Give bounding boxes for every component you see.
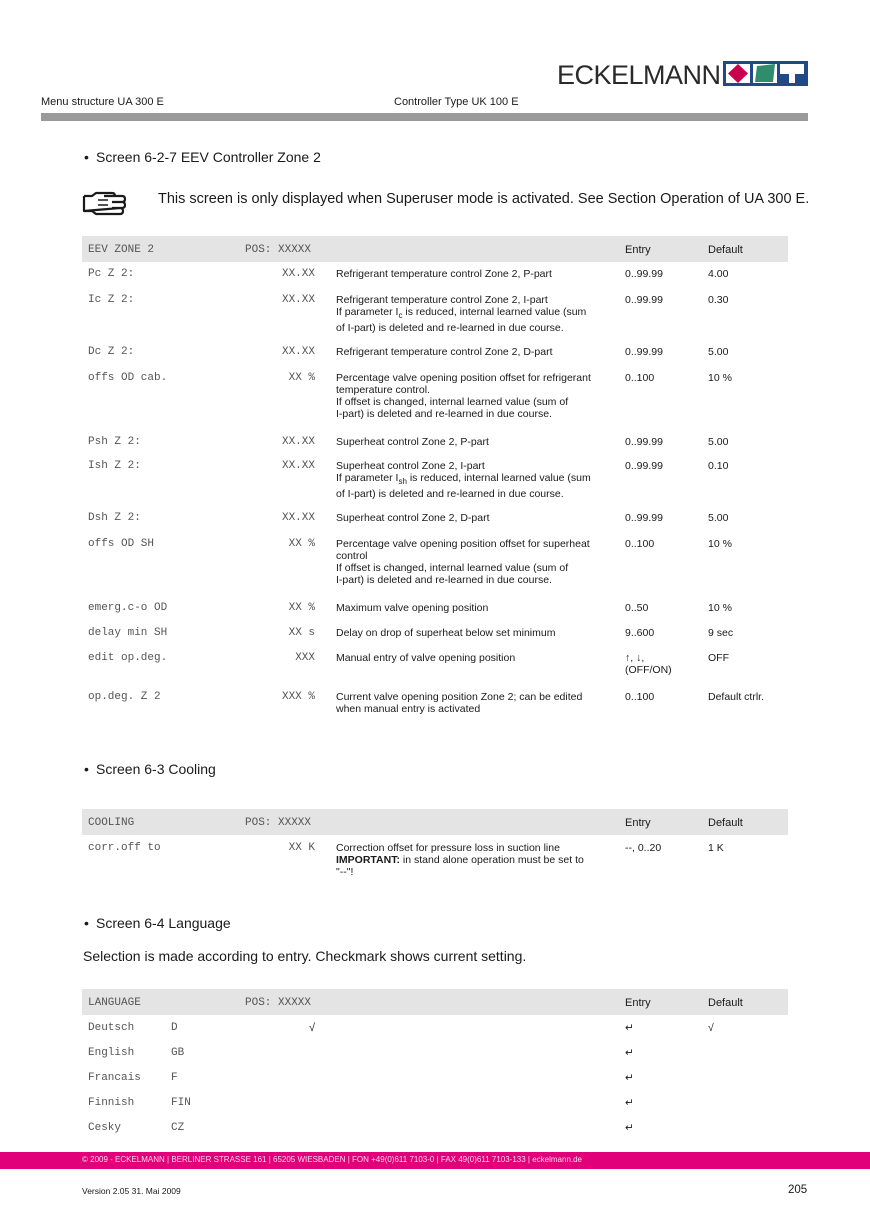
param-default: 4.00 — [708, 268, 729, 280]
header-name: EEV ZONE 2 — [88, 244, 155, 256]
param-entry: --, 0..20 — [625, 842, 662, 854]
enter-key-icon: ↵ — [625, 1122, 634, 1134]
param-name: Ish Z 2: — [88, 460, 141, 472]
param-default: 5.00 — [708, 346, 729, 358]
param-name: Psh Z 2: — [88, 436, 141, 448]
param-default: OFF — [708, 652, 729, 664]
section-title-cooling: • Screen 6-3 Cooling — [84, 761, 216, 777]
brand-logo-text: ECKELMANN — [557, 60, 721, 90]
header-divider — [41, 113, 808, 121]
param-value: XX % — [288, 538, 315, 550]
eev-table-header — [82, 236, 788, 262]
param-name: delay min SH — [88, 627, 168, 639]
language-code: F — [171, 1072, 178, 1084]
param-value: XX.XX — [281, 512, 315, 524]
param-name: offs OD cab. — [88, 372, 168, 384]
enter-key-icon: ↵ — [625, 1097, 634, 1109]
param-default: 0.10 — [708, 460, 729, 472]
param-entry: 0..99.99 — [625, 460, 663, 472]
param-value: XX.XX — [281, 346, 315, 358]
language-code: GB — [171, 1047, 185, 1059]
language-code: FIN — [171, 1097, 191, 1109]
page-number: 205 — [788, 1184, 808, 1196]
param-default: 0.30 — [708, 294, 729, 306]
param-description: Superheat control Zone 2, P-part — [336, 436, 489, 448]
param-description: Refrigerant temperature control Zone 2, D-part — [336, 346, 553, 358]
superuser-note: This screen is only displayed when Superuser mode is activated. See Section Operation of UA 300 E. — [158, 191, 810, 207]
param-description: Superheat control Zone 2, D-part — [336, 512, 490, 524]
language-name: Finnish — [88, 1097, 135, 1109]
header-default: Default — [708, 817, 743, 829]
param-entry: 9..600 — [625, 627, 655, 639]
param-description: Percentage valve opening position offset for superheat control If offset is changed, internal learned value (sum of I-part) is deleted and re-learned in due course. — [336, 538, 590, 586]
language-name: English — [88, 1047, 135, 1059]
footer-contact: © 2009 - ECKELMANN | BERLINER STRASSE 161 | 65205 WIESBADEN | FON +49(0)611 7103-0 | FAX 49(0)611 7103-133 | eckelmann.de — [82, 1155, 583, 1164]
param-default: 1 K — [708, 842, 724, 854]
param-entry: ↑, ↓, (OFF/ON) — [625, 652, 672, 676]
param-default: 5.00 — [708, 436, 729, 448]
param-default: Default ctrlr. — [708, 691, 765, 703]
param-name: Ic Z 2: — [88, 294, 135, 306]
param-entry: 0..50 — [625, 602, 649, 614]
brand-logo-mark — [723, 58, 809, 88]
param-entry: 0..99.99 — [625, 346, 663, 358]
header-default: Default — [708, 997, 743, 1009]
param-value: XXX % — [281, 691, 315, 703]
section-title-language: • Screen 6-4 Language — [84, 915, 231, 931]
param-name: Dsh Z 2: — [88, 512, 141, 524]
param-entry: 0..99.99 — [625, 512, 663, 524]
param-value: XXX — [295, 652, 315, 664]
param-description: Maximum valve opening position — [336, 602, 489, 614]
language-instructions: Selection is made according to entry. Checkmark shows current setting. — [83, 948, 527, 964]
param-description: Correction offset for pressure loss in suction line IMPORTANT: in stand alone operation must be set to "--"! — [336, 842, 584, 878]
param-entry: 0..100 — [625, 372, 655, 384]
header-pos: POS: XXXXX — [245, 817, 312, 829]
param-entry: 0..100 — [625, 538, 655, 550]
param-value: XX.XX — [281, 460, 315, 472]
default-checkmark-icon: √ — [708, 1022, 714, 1034]
param-value: XX.XX — [281, 294, 315, 306]
enter-key-icon: ↵ — [625, 1072, 634, 1084]
version-info: Version 2.05 31. Mai 2009 — [82, 1186, 181, 1196]
header-name: COOLING — [88, 817, 135, 829]
section-title-eev: • Screen 6-2-7 EEV Controller Zone 2 — [84, 149, 321, 165]
header-entry: Entry — [625, 244, 651, 256]
param-description: Superheat control Zone 2, I-part If parameter $I_{sh}$ is reduced, internal learned value (sum of I-part) is deleted and re-learned in due course. — [336, 460, 591, 501]
param-name: offs OD SH — [88, 538, 155, 550]
param-name: op.deg. Z 2 — [88, 691, 161, 703]
checkmark-icon: √ — [308, 1022, 315, 1034]
param-default: 10 % — [708, 538, 732, 550]
param-value: XX K — [288, 842, 315, 854]
param-description: Refrigerant temperature control Zone 2, I-part If parameter $I_c$ is reduced, internal learned value (sum of I-part) is deleted and re-learned in due course. — [336, 294, 587, 335]
pointing-hand-icon — [82, 190, 128, 216]
enter-key-icon: ↵ — [625, 1047, 634, 1059]
enter-key-icon: ↵ — [625, 1022, 634, 1034]
language-name: Francais — [88, 1072, 141, 1084]
header-doc-title: Menu structure UA 300 E — [41, 96, 164, 108]
param-entry: 0..99.99 — [625, 436, 663, 448]
footer-bar — [0, 1152, 870, 1169]
header-entry: Entry — [625, 997, 651, 1009]
param-entry: 0..100 — [625, 691, 655, 703]
param-description: Current valve opening position Zone 2; can be edited when manual entry is activated — [336, 691, 583, 715]
param-name: Dc Z 2: — [88, 346, 135, 358]
header-controller-type: Controller Type UK 100 E — [394, 96, 519, 108]
param-default: 9 sec — [708, 627, 734, 639]
param-value: XX % — [288, 372, 315, 384]
param-entry: 0..99.99 — [625, 268, 663, 280]
param-value: XX s — [288, 627, 315, 639]
param-value: XX % — [288, 602, 315, 614]
header-entry: Entry — [625, 817, 651, 829]
language-table-header — [82, 989, 788, 1015]
param-entry: 0..99.99 — [625, 294, 663, 306]
header-default: Default — [708, 244, 743, 256]
language-name: Cesky — [88, 1122, 122, 1134]
param-description: Refrigerant temperature control Zone 2, P-part — [336, 268, 552, 280]
param-default: 5.00 — [708, 512, 729, 524]
param-name: Pc Z 2: — [88, 268, 135, 280]
language-code: CZ — [171, 1122, 185, 1134]
header-pos: POS: XXXXX — [245, 997, 312, 1009]
param-name: edit op.deg. — [88, 652, 168, 664]
language-name: Deutsch — [88, 1022, 135, 1034]
header-name: LANGUAGE — [88, 997, 141, 1009]
param-description: Manual entry of valve opening position — [336, 652, 516, 664]
param-value: XX.XX — [281, 436, 315, 448]
param-value: XX.XX — [281, 268, 315, 280]
param-default: 10 % — [708, 372, 732, 384]
header-pos: POS: XXXXX — [245, 244, 312, 256]
param-description: Delay on drop of superheat below set minimum — [336, 627, 556, 639]
cooling-table-header — [82, 809, 788, 835]
param-description: Percentage valve opening position offset for refrigerant temperature control. If offset is changed, internal learned value (sum of I-part) is deleted and re-learned in due course. — [336, 372, 591, 420]
language-code: D — [171, 1022, 178, 1034]
param-name: emerg.c-o OD — [88, 602, 168, 614]
param-default: 10 % — [708, 602, 732, 614]
param-name: corr.off to — [88, 842, 161, 854]
